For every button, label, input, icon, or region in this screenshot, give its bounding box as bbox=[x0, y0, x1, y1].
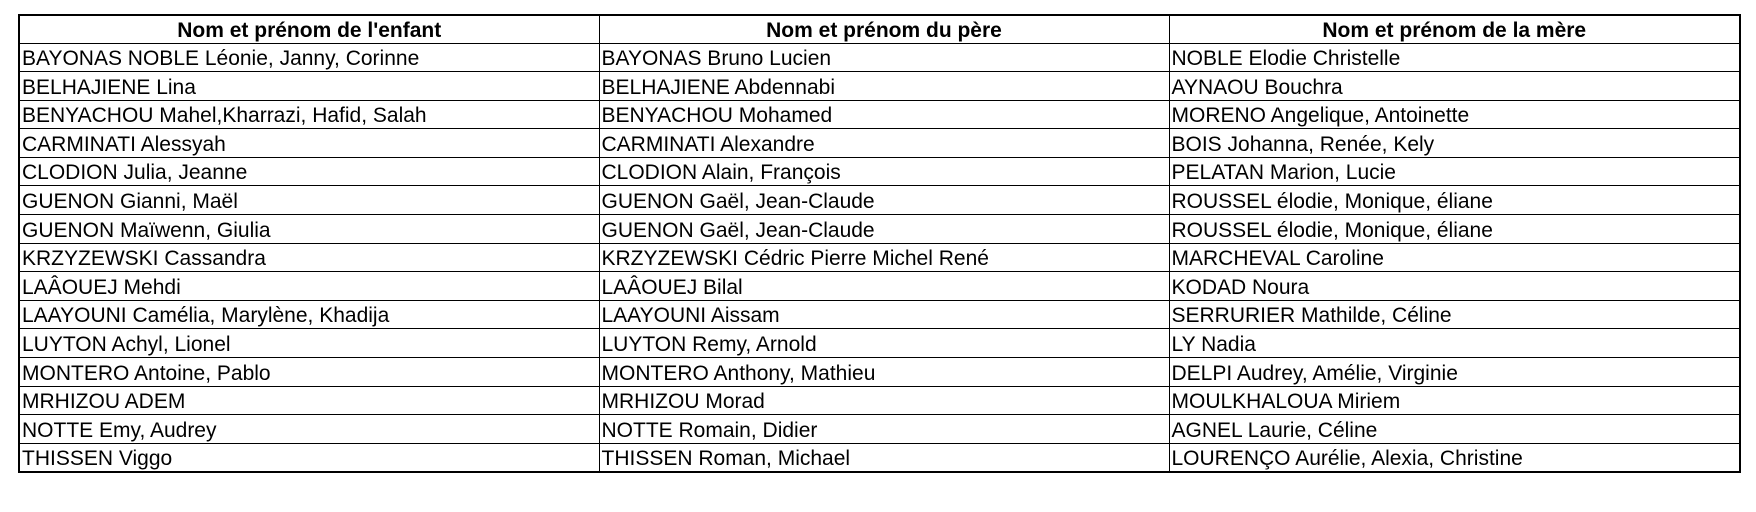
father-name-cell: MRHIZOU Morad bbox=[599, 386, 1169, 415]
child-name-cell: LAAYOUNI Camélia, Marylène, Khadija bbox=[19, 300, 599, 329]
mother-name-cell: MORENO Angelique, Antoinette bbox=[1169, 100, 1740, 129]
table-row bbox=[19, 272, 1740, 301]
mother-name-cell: MOULKHALOUA Miriem bbox=[1169, 386, 1740, 415]
father-name-cell: BENYACHOU Mohamed bbox=[599, 100, 1169, 129]
child-name-cell: CARMINATI Alessyah bbox=[19, 129, 599, 158]
table-row bbox=[19, 443, 1740, 472]
father-name-cell: THISSEN Roman, Michael bbox=[599, 443, 1169, 472]
mother-name-cell: SERRURIER Mathilde, Céline bbox=[1169, 300, 1740, 329]
mother-name-cell: DELPI Audrey, Amélie, Virginie bbox=[1169, 358, 1740, 387]
child-name-cell: GUENON Maïwenn, Giulia bbox=[19, 215, 599, 244]
child-name-cell: THISSEN Viggo bbox=[19, 443, 599, 472]
table-row bbox=[19, 100, 1740, 129]
child-name-cell: KRZYZEWSKI Cassandra bbox=[19, 243, 599, 272]
father-name-cell: CARMINATI Alexandre bbox=[599, 129, 1169, 158]
table-row bbox=[19, 358, 1740, 387]
father-name-cell: BAYONAS Bruno Lucien bbox=[599, 43, 1169, 72]
names-table-container bbox=[18, 14, 1741, 473]
child-name-cell: NOTTE Emy, Audrey bbox=[19, 415, 599, 444]
child-name-cell: LUYTON Achyl, Lionel bbox=[19, 329, 599, 358]
table-row bbox=[19, 129, 1740, 158]
child-name-cell: BELHAJIENE Lina bbox=[19, 72, 599, 101]
father-name-cell: NOTTE Romain, Didier bbox=[599, 415, 1169, 444]
child-name-cell: BAYONAS NOBLE Léonie, Janny, Corinne bbox=[19, 43, 599, 72]
father-name-cell: MONTERO Anthony, Mathieu bbox=[599, 358, 1169, 387]
table-header-row bbox=[19, 15, 1740, 43]
father-name-cell: LAÂOUEJ Bilal bbox=[599, 272, 1169, 301]
table-row bbox=[19, 300, 1740, 329]
child-name-cell: LAÂOUEJ Mehdi bbox=[19, 272, 599, 301]
header-father-name: Nom et prénom du père bbox=[599, 15, 1169, 43]
table-row bbox=[19, 43, 1740, 72]
header-mother-name: Nom et prénom de la mère bbox=[1169, 15, 1740, 43]
table-row bbox=[19, 415, 1740, 444]
mother-name-cell: LOURENÇO Aurélie, Alexia, Christine bbox=[1169, 443, 1740, 472]
mother-name-cell: AYNAOU Bouchra bbox=[1169, 72, 1740, 101]
father-name-cell: KRZYZEWSKI Cédric Pierre Michel René bbox=[599, 243, 1169, 272]
mother-name-cell: LY Nadia bbox=[1169, 329, 1740, 358]
father-name-cell: LUYTON Remy, Arnold bbox=[599, 329, 1169, 358]
mother-name-cell: MARCHEVAL Caroline bbox=[1169, 243, 1740, 272]
table-body bbox=[19, 43, 1740, 472]
table-row bbox=[19, 72, 1740, 101]
father-name-cell: GUENON Gaël, Jean-Claude bbox=[599, 186, 1169, 215]
table-row bbox=[19, 243, 1740, 272]
table-row bbox=[19, 386, 1740, 415]
mother-name-cell: AGNEL Laurie, Céline bbox=[1169, 415, 1740, 444]
table-row bbox=[19, 186, 1740, 215]
mother-name-cell: BOIS Johanna, Renée, Kely bbox=[1169, 129, 1740, 158]
mother-name-cell: ROUSSEL élodie, Monique, éliane bbox=[1169, 215, 1740, 244]
mother-name-cell: KODAD Noura bbox=[1169, 272, 1740, 301]
father-name-cell: BELHAJIENE Abdennabi bbox=[599, 72, 1169, 101]
names-table bbox=[18, 14, 1741, 473]
header-child-name: Nom et prénom de l'enfant bbox=[19, 15, 599, 43]
father-name-cell: CLODION Alain, François bbox=[599, 157, 1169, 186]
table-row bbox=[19, 215, 1740, 244]
child-name-cell: BENYACHOU Mahel,Kharrazi, Hafid, Salah bbox=[19, 100, 599, 129]
table-row bbox=[19, 329, 1740, 358]
child-name-cell: CLODION Julia, Jeanne bbox=[19, 157, 599, 186]
child-name-cell: GUENON Gianni, Maël bbox=[19, 186, 599, 215]
child-name-cell: MONTERO Antoine, Pablo bbox=[19, 358, 599, 387]
child-name-cell: MRHIZOU ADEM bbox=[19, 386, 599, 415]
father-name-cell: GUENON Gaël, Jean-Claude bbox=[599, 215, 1169, 244]
mother-name-cell: ROUSSEL élodie, Monique, éliane bbox=[1169, 186, 1740, 215]
table-row bbox=[19, 157, 1740, 186]
mother-name-cell: PELATAN Marion, Lucie bbox=[1169, 157, 1740, 186]
mother-name-cell: NOBLE Elodie Christelle bbox=[1169, 43, 1740, 72]
father-name-cell: LAAYOUNI Aissam bbox=[599, 300, 1169, 329]
